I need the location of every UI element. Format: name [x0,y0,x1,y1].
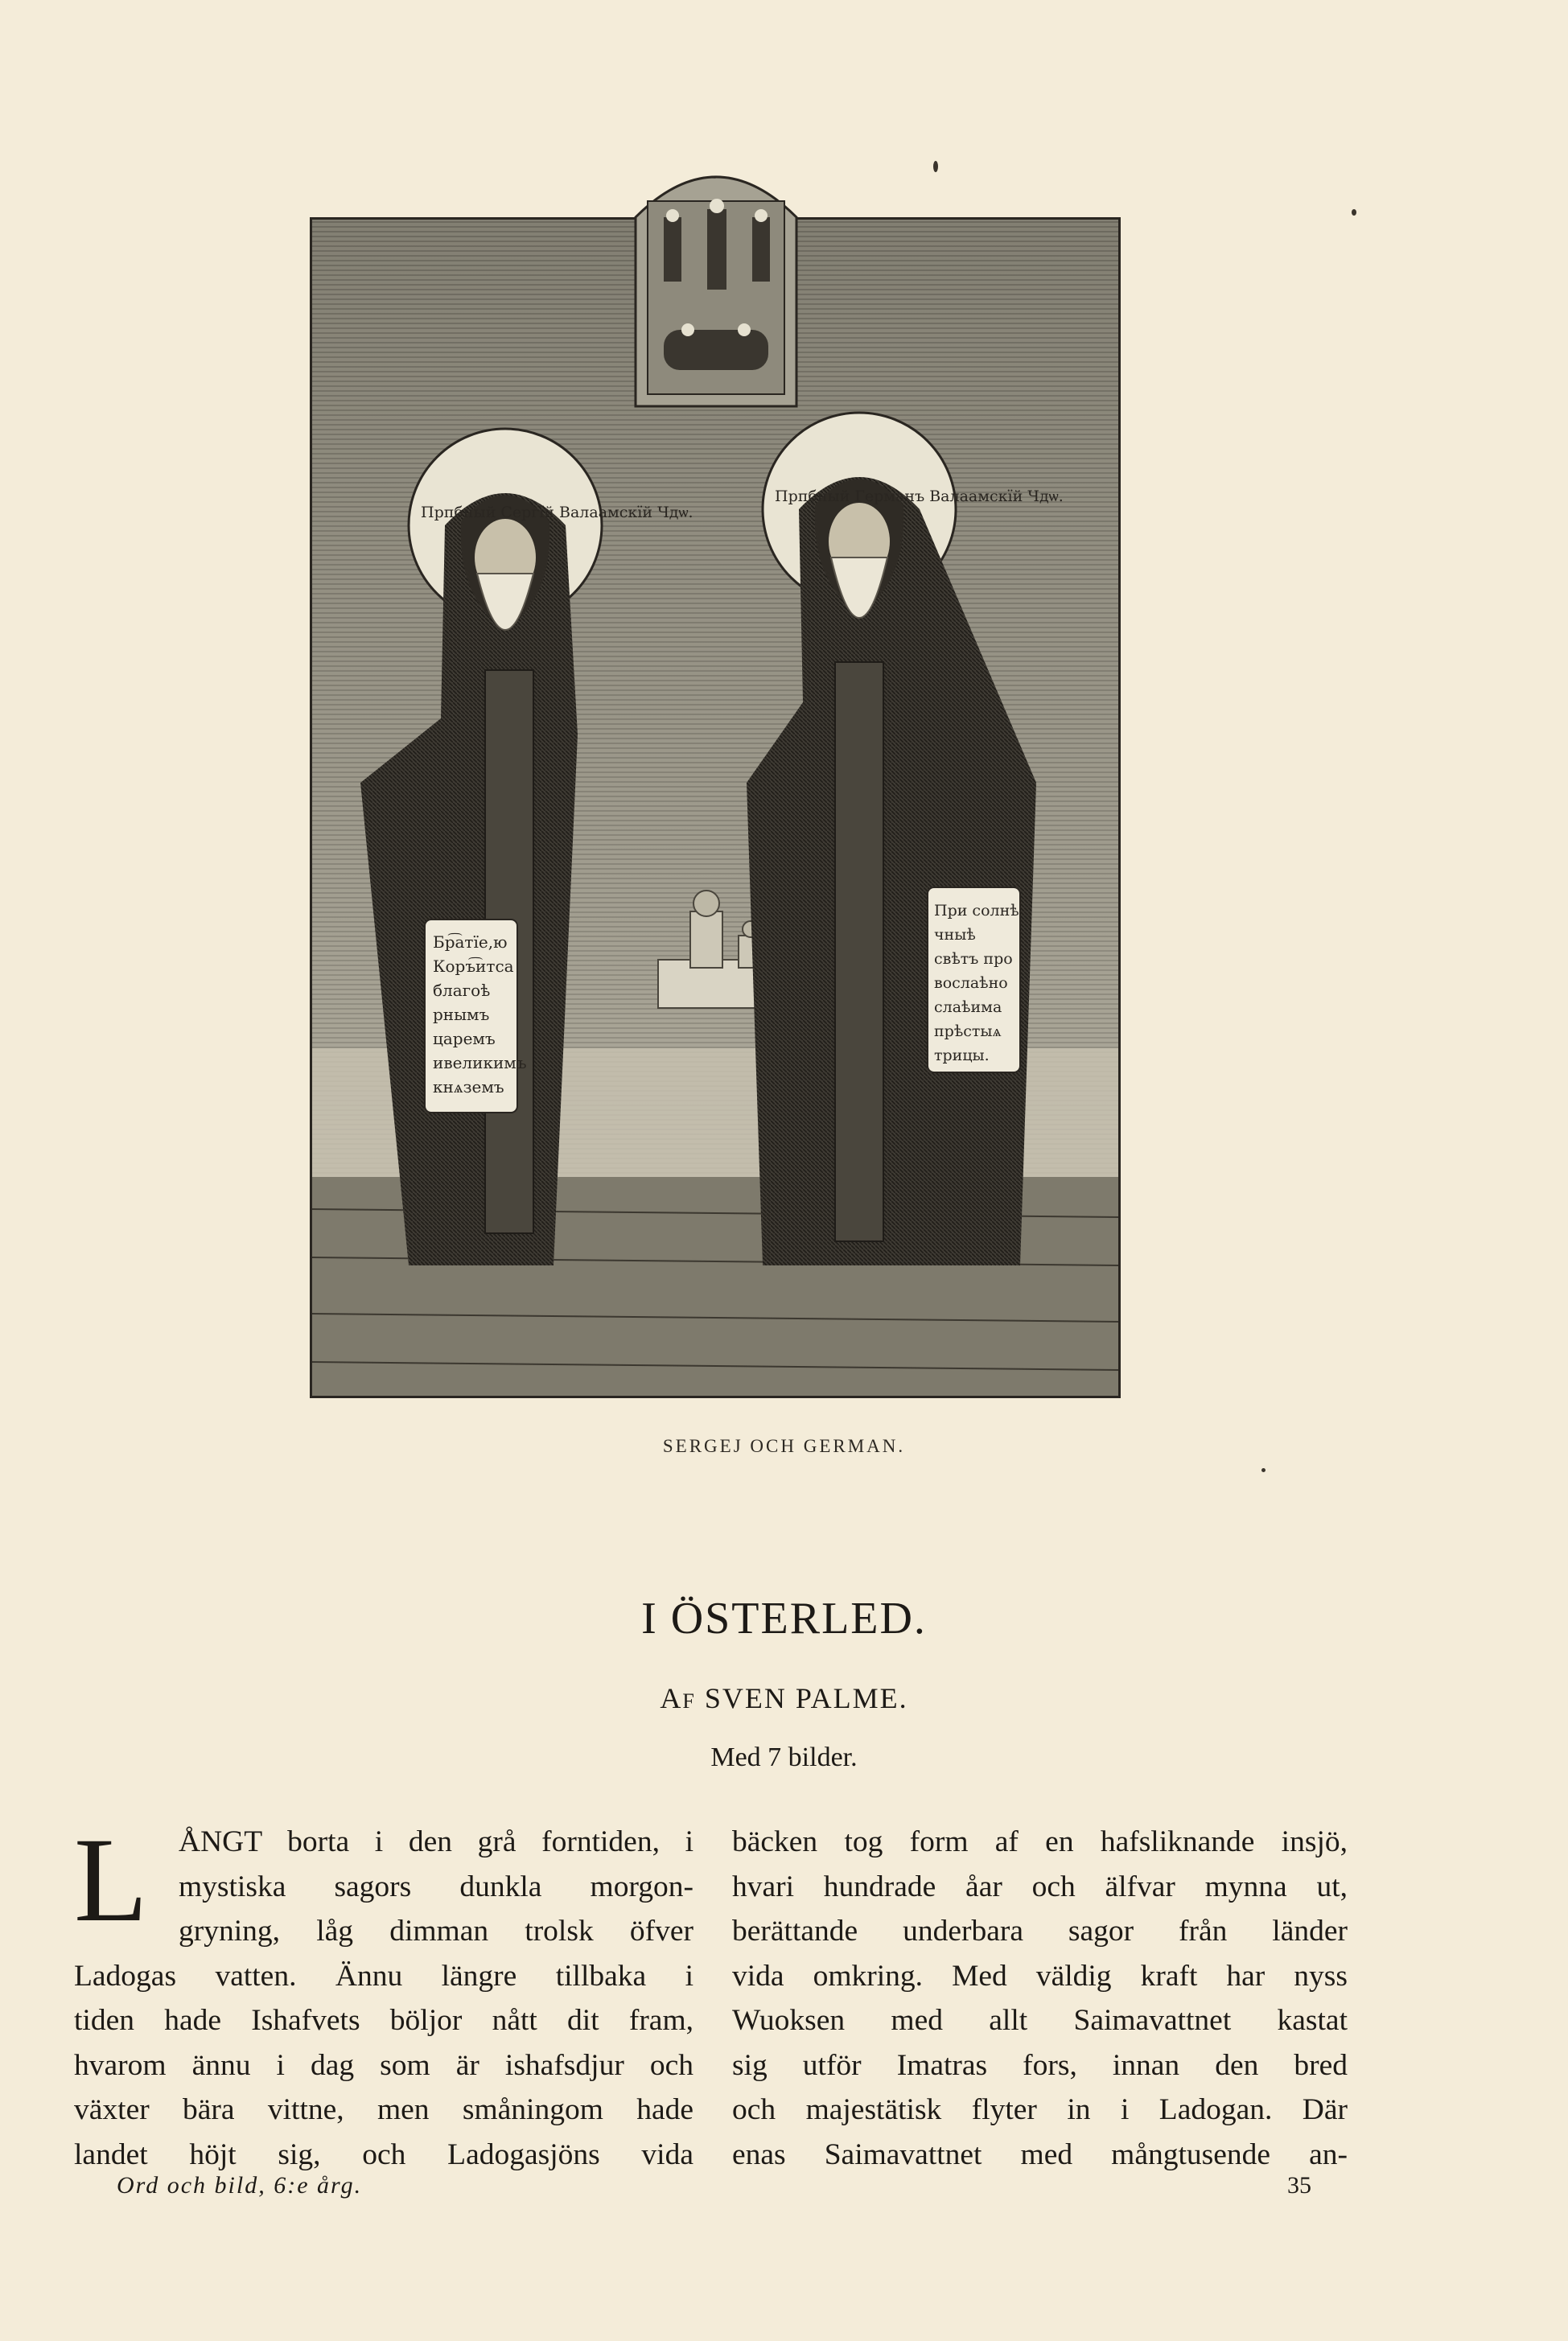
scroll-right-line: свѣтъ про [934,950,1013,968]
print-speck [1261,1468,1266,1472]
body-line: landet höjt sig, och Ladogasjöns vida [74,2137,693,2171]
scroll-left-line: Бр͡атїе,ю [433,932,508,952]
print-speck [1352,209,1356,216]
figure-caption: SERGEJ OCH GERMAN. [662,1436,906,1456]
halo-left-inscription: Прпбный Сергїй Валаамскїй Чдѡ. [421,504,693,521]
print-speck [933,161,938,172]
author-prefix-small: F [682,1689,696,1713]
body-line: berättande underbara sagor från länder [732,1915,1348,1948]
illustration-count: Med 7 bilder. [710,1742,858,1772]
scroll-right-line: слаѣима [934,998,1002,1016]
scroll-right-line: прѣстыѧ [934,1022,1002,1040]
body-line: enas Saimavattnet med mångtusende an- [732,2137,1348,2171]
scroll-right-line: При солнѣ [934,902,1019,920]
body-line: bäcken tog form af en hafsliknande insjö, [732,1825,1348,1858]
body-column-right [732,1820,1348,2177]
scroll-left-line: благоѣ [433,981,491,1000]
icon-tab-trinity [632,153,800,410]
body-line: och majestätisk flyter in i Ladogan. Där [732,2093,1348,2126]
scroll-left-line: ивеликимъ [433,1053,527,1072]
body-line: vida omkring. Med väldig kraft har nyss [732,1959,1348,1993]
body-line: Wuoksen med allt Saimavattnet kastat [732,2004,1348,2037]
author-name: SVEN PALME. [704,1682,908,1714]
body-line: gryning, låg dimman trolsk öfver [179,1915,693,1948]
body-line: ÅNGT borta i den grå forntiden, i [179,1825,693,1858]
journal-footer: Ord och bild, 6:e årg. [117,2172,363,2199]
author-prefix-cap: A [660,1682,683,1714]
body-line: Ladogas vatten. Ännu längre tillbaka i [74,1959,693,1993]
body-column-left [74,1813,693,2177]
scroll-left-line: рнымъ [433,1005,490,1024]
scroll-left-line: царемъ [433,1029,496,1048]
article-title: I ÖSTERLED. [641,1594,927,1644]
scroll-right-line: трицы. [934,1047,990,1064]
page-number: 35 [1287,2172,1311,2199]
body-line: tiden hade Ishafvets böljor nått dit fram, [74,2004,693,2037]
body-line: hvari hundrade åar och älfvar mynna ut, [732,1870,1348,1903]
body-line: växter bära vittne, men småningom hade [74,2093,693,2126]
scroll-right-line: вослаѣно [934,974,1008,992]
scroll-left-line: Коръ͡итса [433,957,514,976]
body-line: hvarom ännu i dag som är ishafsdjur och [74,2048,693,2082]
article-author [0,1681,1568,1715]
scroll-left-line: кнѧземъ [433,1077,504,1096]
body-line: mystiska sagors dunkla morgon- [179,1870,693,1903]
body-line: sig utför Imatras fors, innan den bred [732,2048,1348,2082]
scroll-right-line: чныѣ [934,926,976,944]
halo-right-inscription: Прпбный Германъ Валаамскїй Чдѡ. [775,488,1064,505]
drop-cap: L [74,1813,148,1947]
